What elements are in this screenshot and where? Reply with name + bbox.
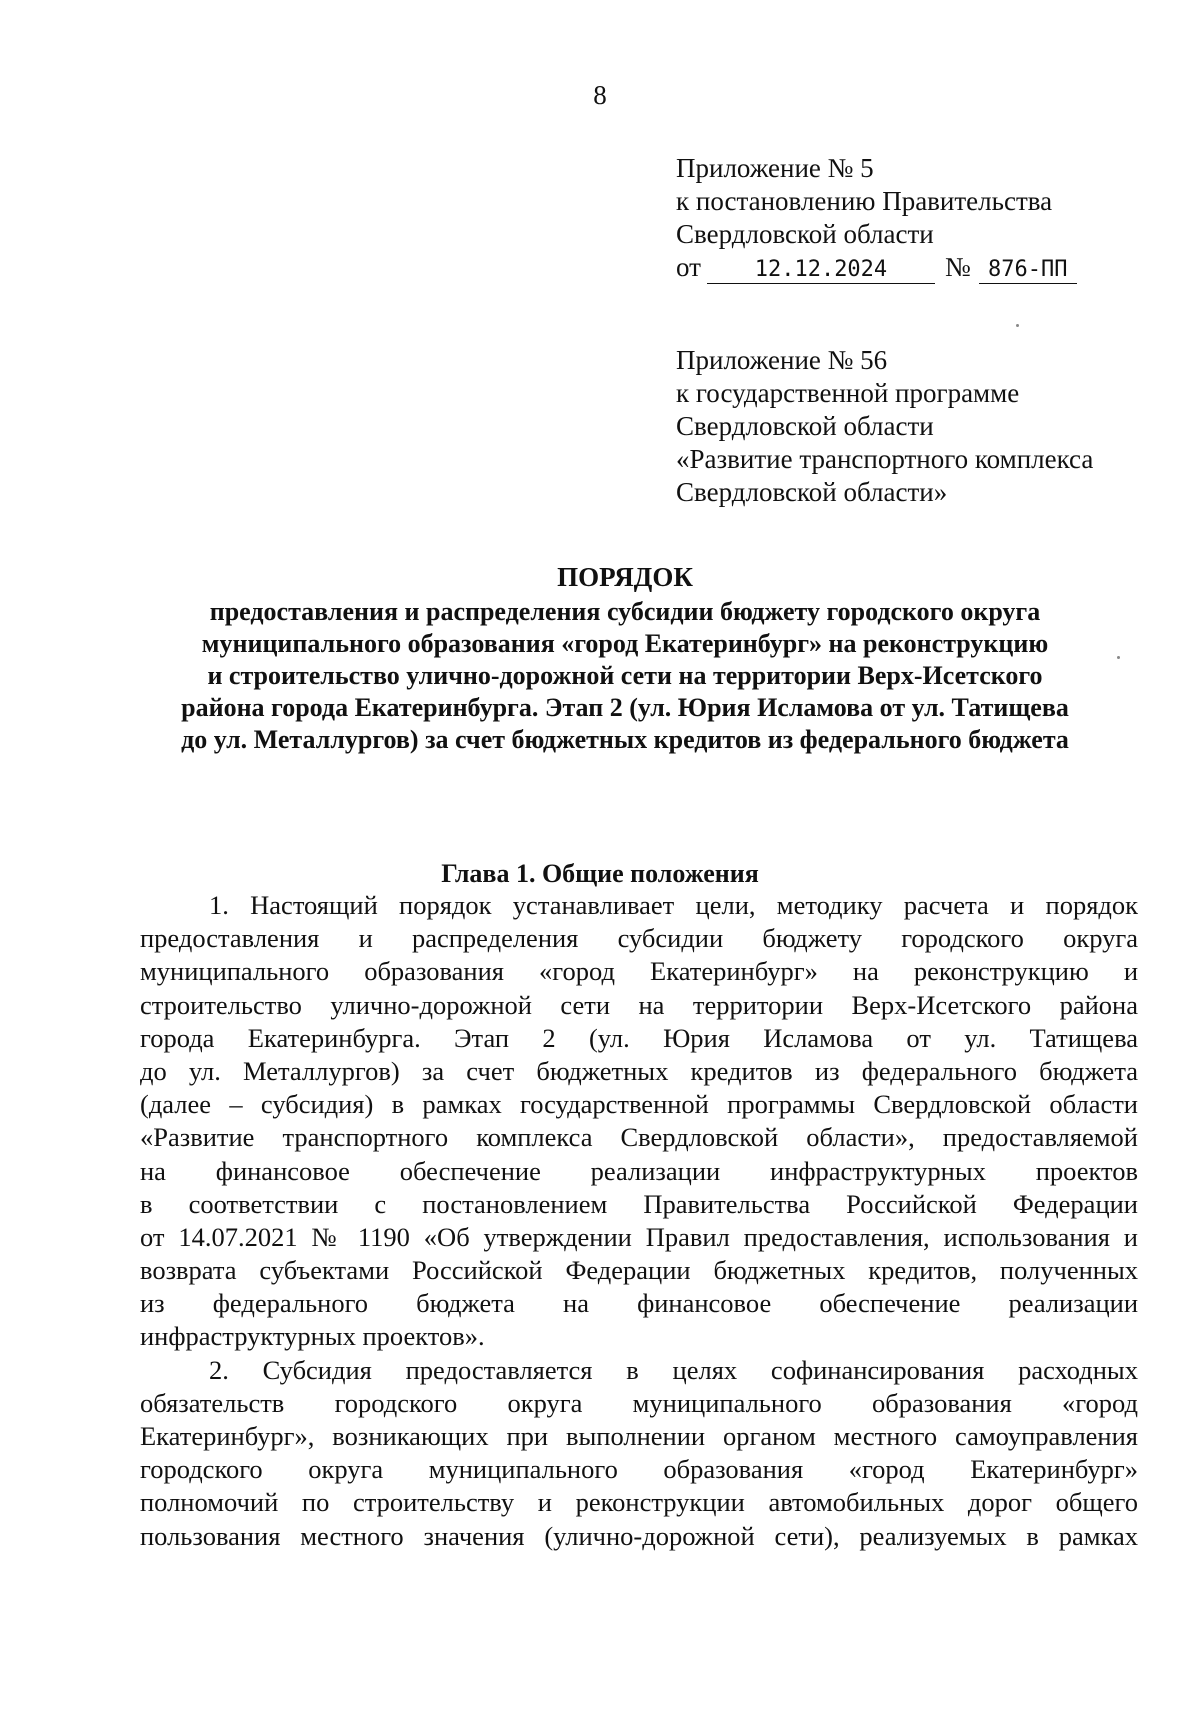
paragraph-1-line: предоставления и распределения субсидии бюджету городского округа: [140, 923, 1138, 954]
chapter-title: Глава 1. Общие положения: [441, 859, 759, 888]
paragraph-1-line: инфраструктурных проектов».: [140, 1321, 485, 1352]
appendix-56-program-name-end: Свердловской области»: [676, 477, 948, 507]
document-body: [140, 889, 1138, 1553]
paragraph-1-line: (далее – субсидия) в рамках государственной программы Свердловской области: [140, 1089, 1138, 1120]
appendix-56-region: Свердловской области: [676, 411, 934, 441]
paragraph-2-line: пользования местного значения (улично-дорожной сети), реализуемых в рамках: [140, 1520, 1138, 1551]
paragraph-1-line: города Екатеринбурга. Этап 2 (ул. Юрия Исламова от ул. Татищева: [140, 1022, 1138, 1053]
number-sign: №: [944, 252, 971, 282]
appendix-5-region: Свердловской области: [676, 219, 934, 249]
document-heading: ПОРЯДОК: [557, 562, 693, 592]
paragraph-1-line: от 14.07.2021 № 1190 «Об утверждении Правил предоставления, использования и: [140, 1221, 1138, 1252]
document-title: [130, 561, 1120, 756]
title-line: и строительство улично-дорожной сети на территории Верх-Исетского: [207, 661, 1043, 690]
appendix-56-subtitle: к государственной программе: [676, 378, 1020, 408]
appendix-56-block: [676, 344, 1093, 509]
scan-speck: [1117, 656, 1120, 659]
resolution-date: 12.12.2024: [707, 257, 935, 284]
scan-speck: [1016, 324, 1019, 327]
date-prefix: от: [676, 252, 701, 282]
paragraph-1-line: в соответствии с постановлением Правительства Российской Федерации: [140, 1188, 1138, 1219]
appendix-56-title: Приложение № 56: [676, 345, 888, 375]
appendix-56-program-name: «Развитие транспортного комплекса: [676, 444, 1094, 474]
paragraph-1-line: возврата субъектами Российской Федерации бюджетных кредитов, полученных: [140, 1255, 1138, 1286]
paragraph-2-line: 2. Субсидия предоставляется в целях софинансирования расходных: [209, 1354, 1138, 1385]
resolution-number: 876-ПП: [979, 257, 1077, 284]
title-line: предоставления и распределения субсидии бюджету городского округа: [209, 597, 1041, 626]
title-line: района города Екатеринбурга. Этап 2 (ул. Юрия Исламова от ул. Татищева: [181, 693, 1069, 722]
paragraph-1-line: до ул. Металлургов) за счет бюджетных кредитов из федерального бюджета: [140, 1055, 1138, 1086]
title-line: муниципального образования «город Екатеринбург» на реконструкцию: [201, 629, 1049, 658]
paragraph-2-line: городского округа муниципального образования «город Екатеринбург»: [140, 1454, 1138, 1485]
paragraph-2-line: полномочий по строительству и реконструкции автомобильных дорог общего: [140, 1487, 1138, 1518]
appendix-5-subtitle: к постановлению Правительства: [676, 186, 1053, 216]
paragraph-2-line: обязательств городского округа муниципального образования «город: [140, 1387, 1138, 1418]
paragraph-1-line: 1. Настоящий порядок устанавливает цели, методику расчета и порядок: [209, 890, 1138, 920]
appendix-5-title: Приложение № 5: [676, 153, 874, 183]
paragraph-1-line: строительство улично-дорожной сети на территории Верх-Исетского района: [140, 989, 1138, 1020]
appendix-5-block: [676, 152, 1077, 284]
appendix-5-date-line: [676, 251, 1077, 284]
page-number: 8: [593, 80, 607, 110]
paragraph-1-line: на финансовое обеспечение реализации инфраструктурных проектов: [140, 1155, 1138, 1186]
title-line: до ул. Металлургов) за счет бюджетных кредитов из федерального бюджета: [181, 725, 1069, 754]
paragraph-2-line: Екатеринбург», возникающих при выполнении органом местного самоуправления: [140, 1421, 1138, 1451]
paragraph-1-line: из федерального бюджета на финансовое обеспечение реализации: [140, 1288, 1138, 1319]
paragraph-1-line: «Развитие транспортного комплекса Свердловской области», предоставляемой: [140, 1122, 1138, 1153]
paragraph-1-line: муниципального образования «город Екатеринбург» на реконструкцию и: [140, 956, 1138, 987]
